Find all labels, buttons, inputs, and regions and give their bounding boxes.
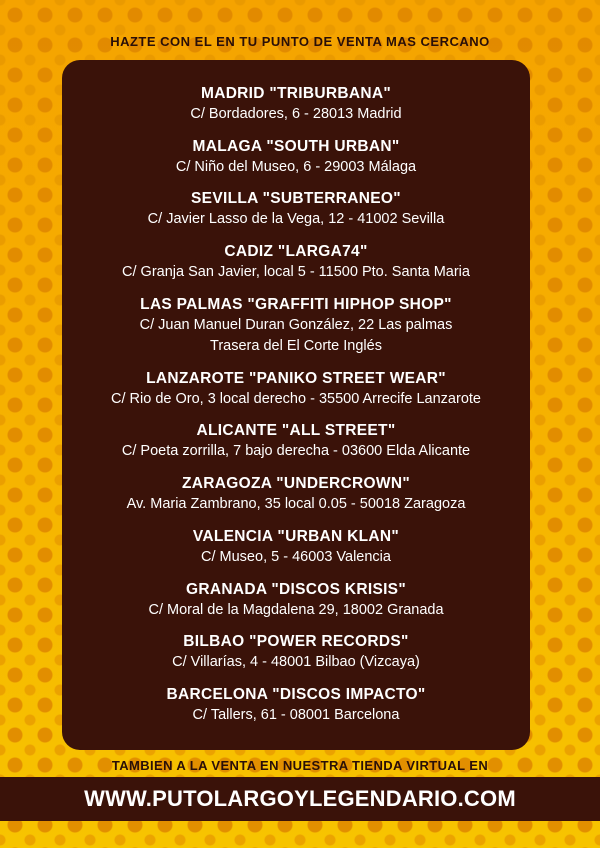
store-malaga xyxy=(62,137,530,178)
store-address: C/ Niño del Museo, 6 - 29003 Málaga xyxy=(175,158,417,175)
store-address-extra: Trasera del El Corte Inglés xyxy=(210,337,382,354)
store-address: C/ Bordadores, 6 - 28013 Madrid xyxy=(190,105,402,122)
online-store-note: TAMBIEN A LA VENTA EN NUESTRA TIENDA VIRTUAL EN xyxy=(111,758,489,773)
store-barcelona xyxy=(62,685,530,726)
store-name: SEVILLA "SUBTERRANEO" xyxy=(191,190,401,208)
store-name: MALAGA "SOUTH URBAN" xyxy=(192,137,400,155)
store-address: C/ Tallers, 61 - 08001 Barcelona xyxy=(192,707,400,724)
store-sevilla xyxy=(62,189,530,230)
store-alicante xyxy=(62,421,530,462)
store-zaragoza xyxy=(62,474,530,515)
store-lanzarote xyxy=(62,369,530,410)
store-las-palmas xyxy=(62,295,530,357)
store-name: BILBAO "POWER RECORDS" xyxy=(183,633,409,651)
store-name: MADRID "TRIBURBANA" xyxy=(200,84,392,102)
store-name: VALENCIA "URBAN KLAN" xyxy=(192,527,400,545)
store-address: Av. Maria Zambrano, 35 local 0.05 - 50018 Zaragoza xyxy=(126,496,466,513)
store-bilbao xyxy=(62,632,530,673)
website-banner xyxy=(0,777,600,821)
store-name: BARCELONA "DISCOS IMPACTO" xyxy=(166,686,426,704)
store-madrid xyxy=(62,84,530,125)
store-granada xyxy=(62,580,530,621)
store-name: GRANADA "DISCOS KRISIS" xyxy=(186,580,406,598)
store-valencia xyxy=(62,527,530,568)
store-name: CADIZ "LARGA74" xyxy=(224,243,368,261)
page-title: HAZTE CON EL EN TU PUNTO DE VENTA MAS CERCANO xyxy=(110,34,490,49)
store-address: C/ Juan Manuel Duran González, 22 Las palmas xyxy=(139,316,453,333)
store-address: C/ Rio de Oro, 3 local derecho - 35500 Arrecife Lanzarote xyxy=(111,390,481,407)
website-link[interactable]: WWW.PUTOLARGOYLEGENDARIO.COM xyxy=(84,786,516,811)
store-cadiz xyxy=(62,242,530,283)
store-address: C/ Museo, 5 - 46003 Valencia xyxy=(201,548,391,565)
store-name: LANZAROTE "PANIKO STREET WEAR" xyxy=(146,369,446,387)
store-address: C/ Poeta zorrilla, 7 bajo derecha - 03600 Elda Alicante xyxy=(121,443,471,460)
store-list xyxy=(62,60,530,750)
store-name: ZARAGOZA "UNDERCROWN" xyxy=(182,475,410,493)
store-name: ALICANTE "ALL STREET" xyxy=(196,422,396,440)
store-name: LAS PALMAS "GRAFFITI HIPHOP SHOP" xyxy=(140,295,452,313)
store-address: C/ Javier Lasso de la Vega, 12 - 41002 Sevilla xyxy=(147,211,445,228)
store-address: C/ Villarías, 4 - 48001 Bilbao (Vizcaya) xyxy=(172,654,420,671)
store-address: C/ Granja San Javier, local 5 - 11500 Pto. Santa Maria xyxy=(122,264,470,281)
store-address: C/ Moral de la Magdalena 29, 18002 Granada xyxy=(148,601,444,618)
